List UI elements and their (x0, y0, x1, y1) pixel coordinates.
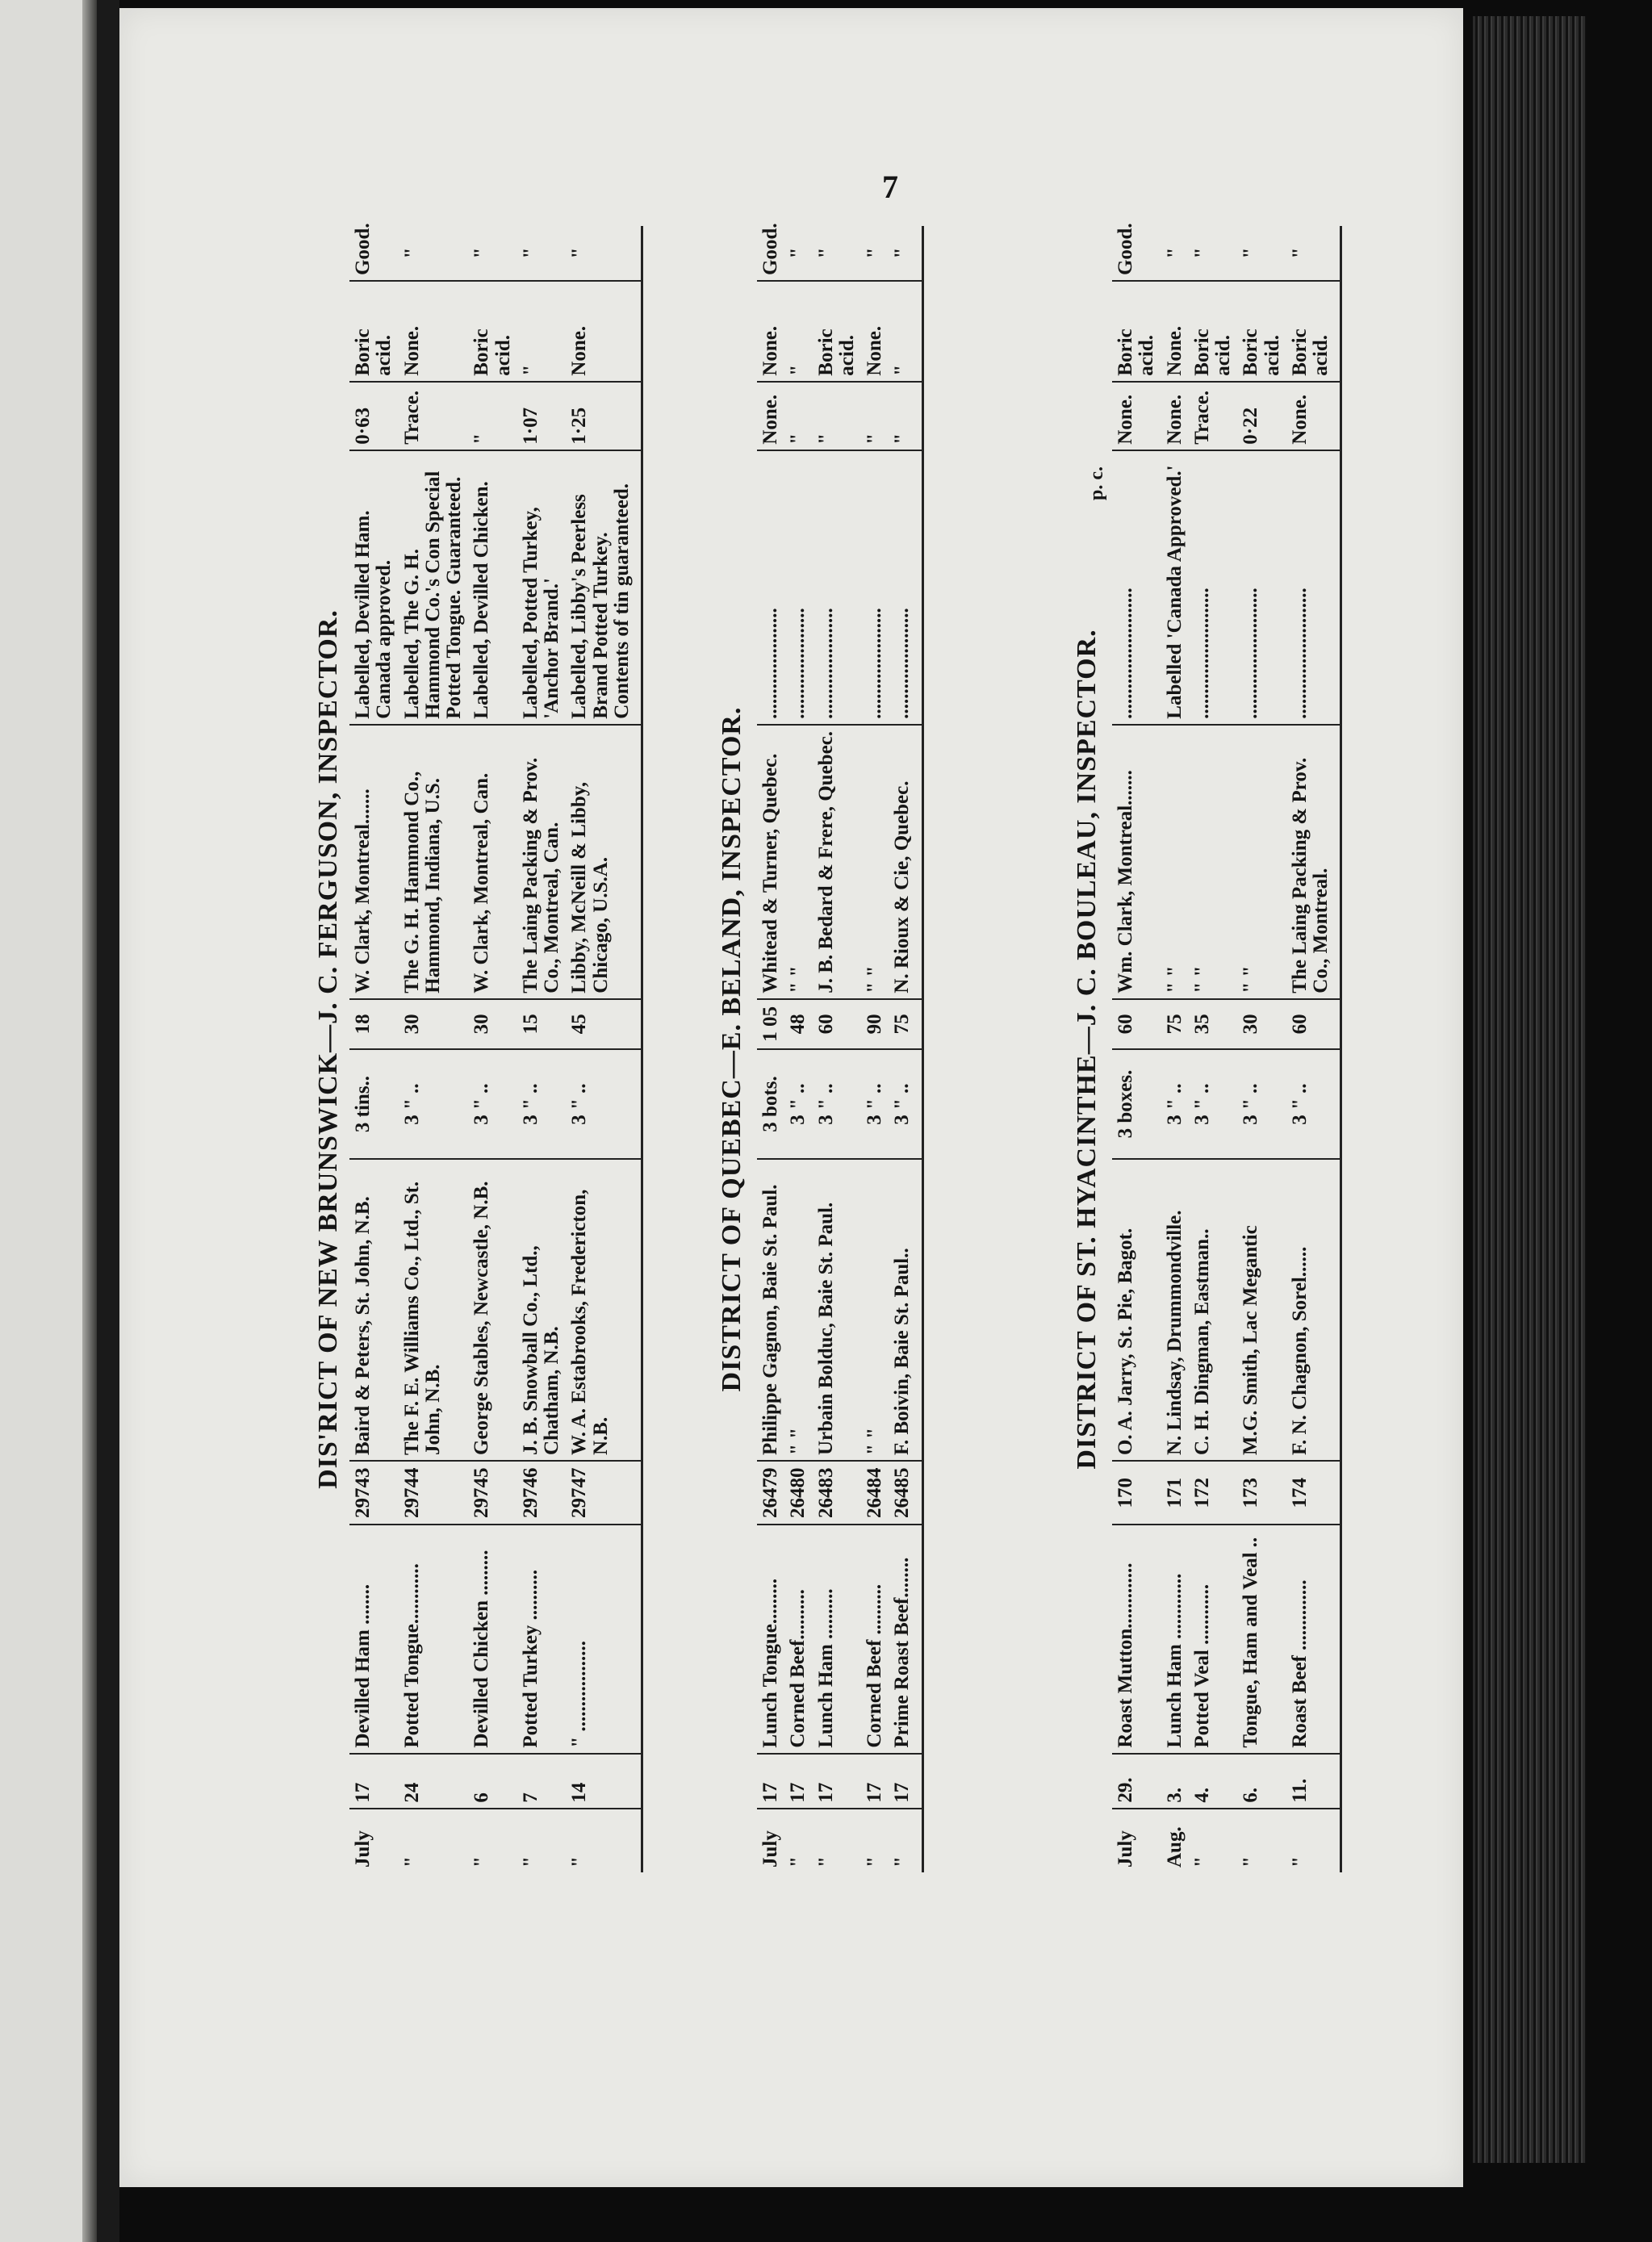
cell-col10: " (784, 281, 812, 382)
table-row (861, 226, 889, 1872)
cell-quantity: 3 " .. (1237, 1049, 1286, 1159)
cell-manufacturer: W. Clark, Montreal, Can. (468, 725, 517, 999)
cell-article: Lunch Tongue......... (757, 1525, 784, 1753)
cell-article: " .................. (566, 1525, 642, 1753)
cell-remarks: ...................... (889, 450, 922, 725)
cell-no: 170 (1112, 1461, 1161, 1525)
cell-day: 6 (468, 1754, 517, 1809)
cell-col9: None. (1161, 382, 1189, 450)
cell-quantity: 3 " .. (399, 1049, 469, 1159)
cell-no: 29746 (517, 1461, 567, 1525)
cell-month: " (1286, 1809, 1341, 1872)
table-row (517, 226, 567, 1872)
cell-day: 17 (349, 1754, 399, 1809)
cell-price: 90 (861, 999, 889, 1049)
cell-col11: " (861, 226, 889, 281)
cell-col11: Good. (349, 226, 399, 281)
cell-col11: Good. (1112, 226, 1161, 281)
cell-month: " (1190, 1856, 1213, 1868)
cell-no: 29743 (349, 1461, 399, 1525)
cell-remarks: .......................... (1286, 450, 1341, 725)
cell-remarks: Labelled, Devilled Ham. Canada approved. (349, 450, 399, 725)
cell-col11: " (1237, 226, 1286, 281)
cell-day: 3. (1161, 1754, 1189, 1809)
cell-article: Potted Tongue............ (399, 1525, 469, 1753)
cell-col10: Boric acid. (1286, 281, 1341, 382)
cell-article: Corned Beef .......... (861, 1525, 889, 1753)
cell-col10: Boric acid. (813, 281, 862, 382)
cell-article: Potted Veal ............ (1189, 1525, 1238, 1753)
cell-quantity: 3 " .. (1161, 1049, 1189, 1159)
book-page-edges (1473, 16, 1586, 2163)
cell-remarks: ...................... (784, 450, 812, 725)
cell-quantity: 3 " .. (861, 1049, 889, 1159)
ledger-table (349, 223, 643, 1872)
table-row (566, 226, 642, 1872)
table-row (1112, 226, 1161, 1872)
cell-vendor: F. N. Chagnon, Sorel...... (1286, 1159, 1341, 1461)
cell-month: " (471, 1856, 493, 1868)
cell-manufacturer: Whitead & Turner, Quebec. (757, 725, 784, 999)
cell-col9: " (784, 382, 812, 450)
cell-col11: " (468, 226, 517, 281)
cell-vendor: C. H. Dingman, Eastman.. (1189, 1159, 1238, 1461)
cell-vendor: J. B. Snowball Co., Ltd., Chatham, N.B. (517, 1159, 567, 1461)
cell-col10: Boric acid. (349, 281, 399, 382)
cell-no: 173 (1237, 1461, 1286, 1525)
cell-no: 26483 (813, 1461, 862, 1525)
cell-article: Devilled Chicken ......... (468, 1525, 517, 1753)
cell-manufacturer: J. B. Bedard & Frere, Quebec. (813, 725, 862, 999)
cell-col10: None. (1161, 281, 1189, 382)
table-row (1286, 226, 1341, 1872)
cell-article: Lunch Ham .......... (813, 1525, 862, 1753)
cell-day: 17 (757, 1754, 784, 1809)
previous-page-edge (0, 0, 97, 2242)
cell-price: 35 (1189, 999, 1238, 1049)
cell-col9: 0·22 (1237, 382, 1286, 450)
rotated-page-content (265, 223, 1395, 1872)
cell-quantity: 3 " .. (889, 1049, 922, 1159)
cell-remarks: Labelled, Potted Turkey, 'Anchor Brand.' (517, 450, 567, 725)
cell-day: 11. (1286, 1754, 1341, 1809)
cell-month: July (759, 1830, 781, 1868)
cell-price: 75 (1161, 999, 1189, 1049)
cell-col11: " (517, 226, 567, 281)
cell-manufacturer: Libby, McNeill & Libby, Chicago, U.S.A. (566, 725, 642, 999)
cell-remarks: .......................... (1112, 450, 1161, 725)
cell-price: 60 (813, 999, 862, 1049)
table-row (784, 226, 812, 1872)
cell-no: 29745 (468, 1461, 517, 1525)
cell-day: 24 (399, 1754, 469, 1809)
cell-manufacturer: " " (1237, 725, 1286, 999)
cell-col9: 1·07 (517, 382, 567, 450)
cell-price: 48 (784, 999, 812, 1049)
cell-quantity: 3 " .. (517, 1049, 567, 1159)
cell-month: July (1115, 1830, 1136, 1868)
cell-price: 60 (1286, 999, 1341, 1049)
cell-day: 17 (813, 1754, 862, 1809)
district-title: DISTRICT OF ST. HYACINTHE—J. C. BOULEAU, INSPECTOR. (1072, 629, 1102, 1470)
cell-col11: " (566, 226, 642, 281)
cell-col9: None. (1112, 382, 1161, 450)
cell-month: " (889, 1809, 922, 1872)
cell-col9: " (813, 382, 862, 450)
cell-vendor: F. Boivin, Baie St. Paul.. (889, 1159, 922, 1461)
cell-col9: 0·63 (349, 382, 399, 450)
cell-quantity: 3 bots. (757, 1049, 784, 1159)
table-row (349, 226, 399, 1872)
cell-remarks: ...................... (757, 450, 784, 725)
cell-article: Roast Mutton............. (1112, 1525, 1161, 1753)
cell-remarks: Labelled, The G. H. Hammond Co.'s Con Special Potted Tongue. Guaranteed. (399, 450, 469, 725)
cell-price: 1 05 (757, 999, 784, 1049)
table-row (468, 226, 517, 1872)
cell-quantity: 3 boxes. (1112, 1049, 1161, 1159)
cell-price: 15 (517, 999, 567, 1049)
cell-no: 26484 (861, 1461, 889, 1525)
cell-manufacturer: " " (861, 725, 889, 999)
ledger-table (757, 223, 924, 1872)
cell-remarks: .......................... (1237, 450, 1286, 725)
table-row (889, 226, 922, 1872)
cell-remarks: .......................... (1189, 450, 1238, 725)
cell-quantity: 3 tins.. (349, 1049, 399, 1159)
cell-no: 174 (1286, 1461, 1341, 1525)
cell-col9: " (889, 382, 922, 450)
ledger-table (1112, 223, 1342, 1872)
table-row (1189, 226, 1238, 1872)
cell-col10: None. (566, 281, 642, 382)
cell-col9: Trace. (399, 382, 469, 450)
cell-price: 30 (468, 999, 517, 1049)
cell-day: 14 (566, 1754, 642, 1809)
cell-col9: None. (1286, 382, 1341, 450)
unit-header: p. c. (1086, 466, 1107, 500)
cell-col10: Boric acid. (1189, 281, 1238, 382)
cell-price: 45 (566, 999, 642, 1049)
cell-day: 17 (861, 1754, 889, 1809)
cell-price: 30 (1237, 999, 1286, 1049)
cell-manufacturer: Wm. Clark, Montreal....... (1112, 725, 1161, 999)
cell-day: 17 (889, 1754, 922, 1809)
cell-manufacturer: W. Clark, Montreal....... (349, 725, 399, 999)
cell-day: 7 (517, 1754, 567, 1809)
cell-price: 18 (349, 999, 399, 1049)
cell-manufacturer: " " (1161, 725, 1189, 999)
cell-vendor: George Stables, Newcastle, N.B. (468, 1159, 517, 1461)
cell-article: Tongue, Ham and Veal .. (1237, 1525, 1286, 1753)
cell-quantity: 3 " .. (468, 1049, 517, 1159)
cell-col11: " (399, 226, 469, 281)
cell-col10: None. (399, 281, 469, 382)
cell-manufacturer: " " (784, 725, 812, 999)
cell-col9: 1·25 (566, 382, 642, 450)
table-row (1237, 226, 1286, 1872)
cell-remarks: Labelled, Libby's Peerless Brand Potted Turkey. Contents of tin guaranteed. (566, 450, 642, 725)
cell-day: 29. (1112, 1754, 1161, 1809)
cell-article: Roast Beef .............. (1286, 1525, 1341, 1753)
cell-remarks: ...................... (813, 450, 862, 725)
cell-no: 26485 (889, 1461, 922, 1525)
cell-month: " (519, 1856, 542, 1868)
cell-manufacturer: The Laing Packing & Prov. Co., Montreal. (1286, 725, 1341, 999)
cell-remarks: Labelled, Devilled Chicken. (468, 450, 517, 725)
cell-manufacturer: The Laing Packing & Prov. Co., Montreal, Can. (517, 725, 567, 999)
cell-price: 30 (399, 999, 469, 1049)
book-gutter (97, 0, 119, 2242)
cell-col9: None. (757, 382, 784, 450)
cell-month: " (400, 1856, 423, 1868)
cell-quantity: 3 " .. (566, 1049, 642, 1159)
cell-col10: " (889, 281, 922, 382)
cell-vendor: W. A. Estabrooks, Fredericton, N.B. (566, 1159, 642, 1461)
cell-col10: None. (861, 281, 889, 382)
cell-vendor: O. A. Jarry, St. Pie, Bagot. (1112, 1159, 1161, 1461)
cell-vendor: N. Lindsay, Drummondville. (1161, 1159, 1189, 1461)
cell-vendor: Baird & Peters, St. John, N.B. (349, 1159, 399, 1461)
cell-vendor: Philippe Gagnon, Baie St. Paul. (757, 1159, 784, 1461)
cell-price: 60 (1112, 999, 1161, 1049)
cell-vendor: " " (784, 1159, 812, 1461)
cell-manufacturer: " " (1189, 725, 1238, 999)
cell-col11: " (1161, 226, 1189, 281)
table-row (1161, 226, 1189, 1872)
cell-col9: Trace. (1189, 382, 1238, 450)
district-title: DIS'RICT OF NEW BRUNSWICK—J. C. FERGUSON, INSPECTOR. (313, 609, 343, 1489)
cell-month: " (566, 1809, 642, 1872)
table-row (399, 226, 469, 1872)
cell-month: " (814, 1856, 837, 1868)
cell-day: 17 (784, 1754, 812, 1809)
cell-month: " (787, 1856, 809, 1868)
cell-quantity: 3 " .. (784, 1049, 812, 1159)
cell-vendor: " " (861, 1159, 889, 1461)
cell-no: 26480 (784, 1461, 812, 1525)
cell-remarks: Labelled 'Canada Approved.' (1161, 450, 1189, 725)
cell-article: Lunch Ham ............. (1161, 1525, 1189, 1753)
cell-article: Devilled Ham ........ (349, 1525, 399, 1753)
cell-col11: " (1189, 226, 1238, 281)
cell-col10: Boric acid. (468, 281, 517, 382)
cell-no: 171 (1161, 1461, 1189, 1525)
cell-article: Corned Beef.......... (784, 1525, 812, 1753)
cell-article: Prime Roast Beef........ (889, 1525, 922, 1753)
cell-month: Aug. (1163, 1826, 1186, 1868)
table-row (757, 226, 784, 1872)
cell-col11: Good. (757, 226, 784, 281)
cell-no: 29744 (399, 1461, 469, 1525)
cell-price: 75 (889, 999, 922, 1049)
cell-day: 4. (1189, 1754, 1238, 1809)
cell-month: July (352, 1830, 374, 1868)
cell-quantity: 3 " .. (1286, 1049, 1341, 1159)
cell-day: 6. (1237, 1754, 1286, 1809)
cell-no: 29747 (566, 1461, 642, 1525)
cell-col11: " (1286, 226, 1341, 281)
cell-manufacturer: The G. H. Hammond Co., Hammond, Indiana, U.S. (399, 725, 469, 999)
cell-remarks: ...................... (861, 450, 889, 725)
cell-col11: " (813, 226, 862, 281)
cell-col10: Boric acid. (1237, 281, 1286, 382)
cell-col11: " (889, 226, 922, 281)
cell-quantity: 3 " .. (813, 1049, 862, 1159)
cell-col11: " (784, 226, 812, 281)
cell-no: 172 (1189, 1461, 1238, 1525)
cell-month: " (864, 1856, 885, 1868)
district-title: DISTRICT OF QUEBEC—E. BELAND, INSPECTOR. (717, 706, 747, 1392)
cell-col9: " (861, 382, 889, 450)
cell-vendor: The F. E. Williams Co., Ltd., St. John, N.B. (399, 1159, 469, 1461)
table-row (813, 226, 862, 1872)
cell-col9: " (468, 382, 517, 450)
cell-quantity: 3 " .. (1189, 1049, 1238, 1159)
cell-no: 26479 (757, 1461, 784, 1525)
cell-col10: Boric acid. (1112, 281, 1161, 382)
cell-vendor: M.G. Smith, Lac Megantic (1237, 1159, 1286, 1461)
cell-vendor: Urbain Bolduc, Baie St. Paul. (813, 1159, 862, 1461)
cell-col10: " (517, 281, 567, 382)
cell-manufacturer: N. Rioux & Cie, Quebec. (889, 725, 922, 999)
cell-article: Potted Turkey .......... (517, 1525, 567, 1753)
page-number: 7 (882, 169, 898, 205)
cell-month: " (1240, 1856, 1262, 1868)
cell-col10: None. (757, 281, 784, 382)
